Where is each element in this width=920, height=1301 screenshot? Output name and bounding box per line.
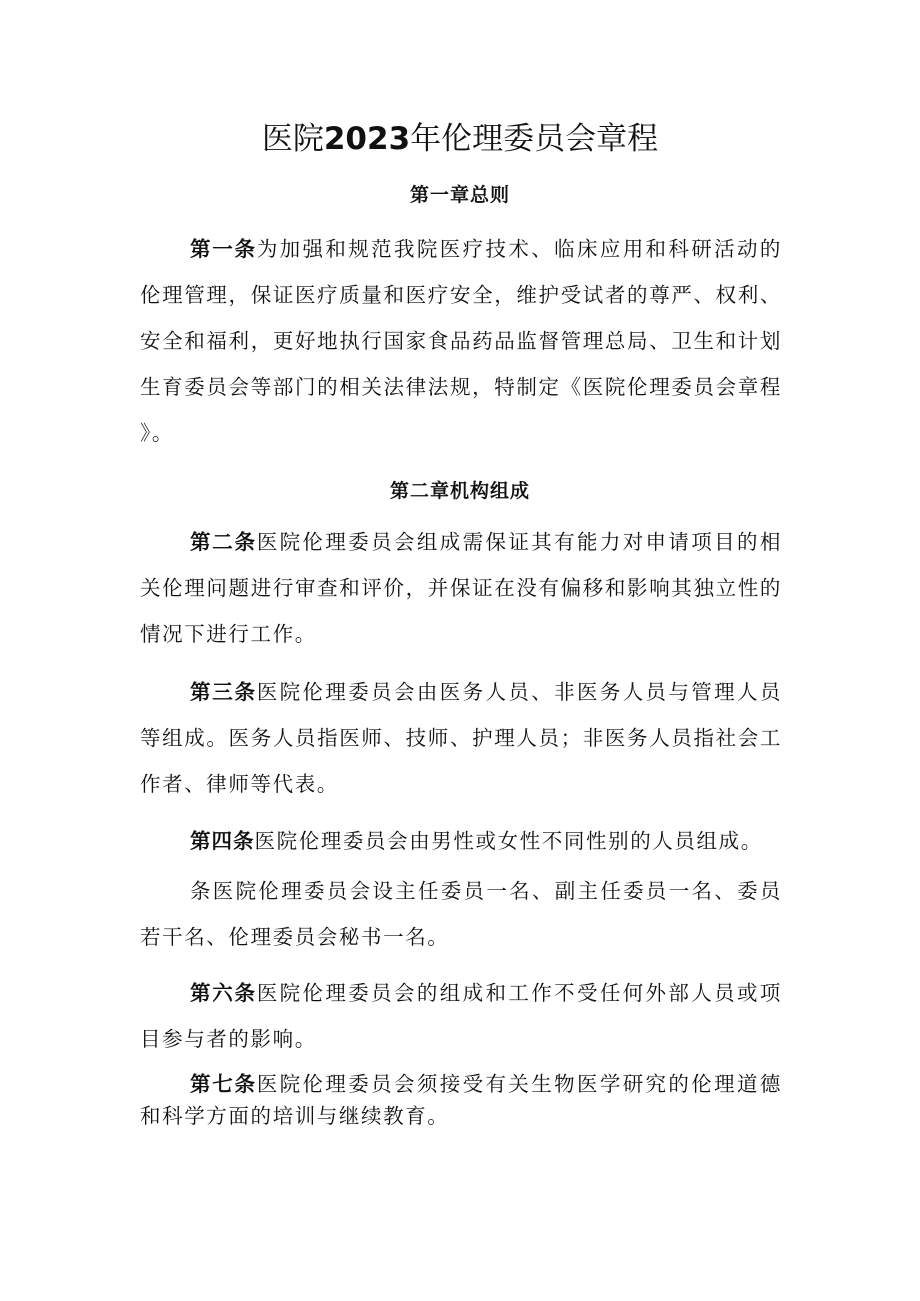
article-1-label: 第一条 xyxy=(190,237,257,261)
article-7-label: 第七条 xyxy=(190,1072,257,1096)
article-6 xyxy=(140,970,782,1062)
article-7 xyxy=(140,1068,782,1132)
title-year: 2023 xyxy=(323,121,411,157)
article-4-text: 医院伦理委员会由男性或女性不同性别的人员组成。 xyxy=(254,829,763,853)
title-prefix: 医院 xyxy=(261,121,324,157)
article-1-text: 为加强和规范我院医疗技术、临床应用和科研活动的伦理管理，保证医疗质量和医疗安全，维护受试者的尊严、权利、安全和福利，更好地执行国家食品药品监督管理总局、卫生和计划生育委员会等部门的相关法律法规，特制定《医院伦理委员会章程》。 xyxy=(140,237,782,445)
article-5-text: 条医院伦理委员会设主任委员一名、副主任委员一名、委员若干名、伦理委员会秘书一名。 xyxy=(140,879,782,949)
article-6-text: 医院伦理委员会的组成和工作不受任何外部人员或项目参与者的影响。 xyxy=(140,981,782,1051)
article-3-label: 第三条 xyxy=(190,680,257,704)
article-2-label: 第二条 xyxy=(190,530,257,554)
article-3-text: 医院伦理委员会由医务人员、非医务人员与管理人员等组成。医务人员指医师、技师、护理人员；非医务人员指社会工作者、律师等代表。 xyxy=(140,680,782,796)
chapter-heading-1: 第一章总则 xyxy=(409,184,510,206)
article-2 xyxy=(140,519,782,657)
article-4-label: 第四条 xyxy=(190,829,255,853)
article-1 xyxy=(140,226,782,456)
article-6-label: 第六条 xyxy=(190,981,257,1005)
article-3 xyxy=(140,669,782,807)
article-5 xyxy=(140,868,782,960)
article-7-text: 医院伦理委员会须接受有关生物医学研究的伦理道德和科学方面的培训与继续教育。 xyxy=(140,1072,782,1128)
article-2-text: 医院伦理委员会组成需保证其有能力对申请项目的相关伦理问题进行审查和评价，并保证在没有偏移和影响其独立性的情况下进行工作。 xyxy=(140,530,782,646)
chapter-heading-2: 第二章机构组成 xyxy=(389,480,530,502)
article-4 xyxy=(140,818,782,864)
title-suffix: 年伦理委员会章程 xyxy=(410,121,659,157)
document-title xyxy=(0,116,920,162)
